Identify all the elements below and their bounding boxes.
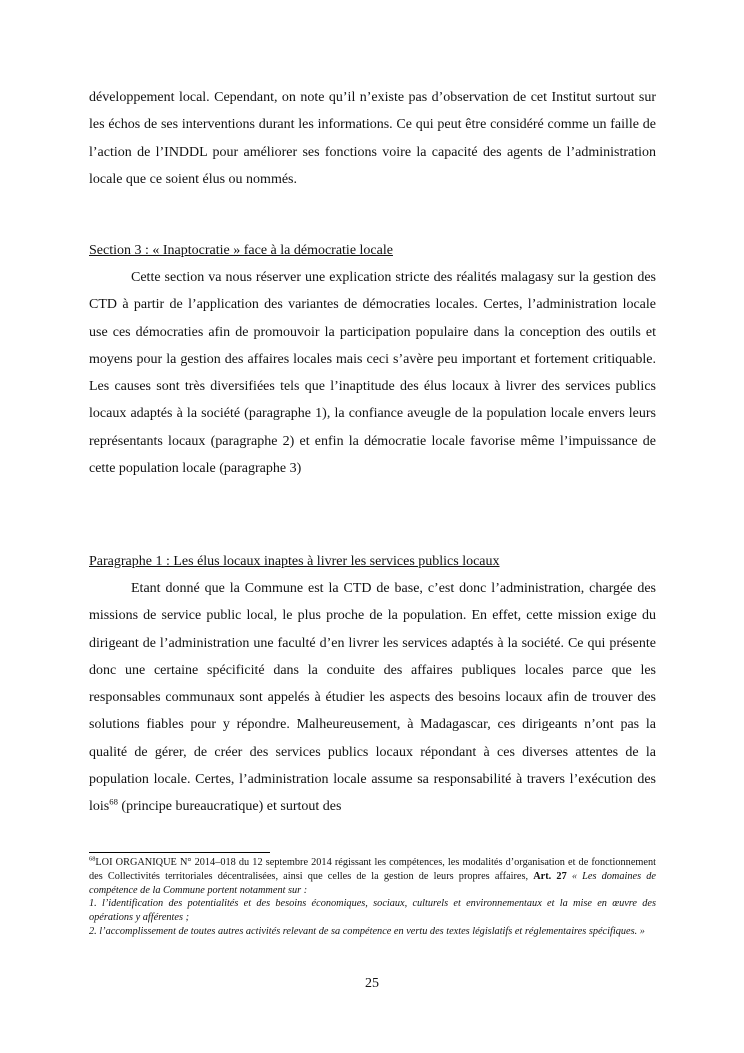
page-number: 25 (365, 976, 379, 991)
paragraph-intro: développement local. Cependant, on note qu’il n’existe pas d’observation de cet Institut surtout sur les échos de ses interventions durant les informations. Ce qui peut être considéré comme un faille de l’action de l’INDDL pour améliorer ses fonctions voire la capacité des agents de l’administration locale que ce soient élus ou nommés. (89, 90, 656, 187)
paragraph-section-3: Cette section va nous réserver une explication stricte des réalités malagasy sur la gestion des CTD à partir de l’application des variantes de démocraties locales. Certes, l’administration locale use ces démocraties afin de promouvoir la participation populaire dans la conception des outils et moyens pour la gestion des affaires locales mais ceci s’avère peu important et fortement critiquable. Les causes sont très diversifiées tels que l’inaptitude des élus locaux à livrer des services publics locaux adaptés à la société (paragraphe 1), la confiance aveugle de la population locale envers leurs représentants locaux (paragraphe 2) et enfin la démocratie locale favorise même l’impuissance de cette population locale (paragraphe 3) (89, 270, 656, 477)
paragraph-text: Etant donné que la Commune est la CTD de base, c’est donc l’administration, chargée des missions de service public local, le plus proche de la population. En effet, cette mission exige du dirigeant de l’administration une faculté d’en livrer les services adaptés à la société. Ce qui présente donc une certaine spécificité dans la conduite des affaires publiques locales parce que les responsables communaux sont appelés à étudier les aspects des besoins locaux afin de trouver des solutions fiables pour y répondre. Malheureusement, à Madagascar, ces dirigeants n’ont pas la qualité de gérer, de créer des services publics locaux répondant à ces diverses attentes de la population locale. Certes, l’administration locale assume sa responsabilité à travers l’exécution des lois (89, 581, 656, 815)
paragraphe-1-heading: Paragraphe 1 : Les élus locaux inaptes à livrer les services publics locaux (89, 554, 500, 569)
footnote-text: LOI ORGANIQUE N° 2014–018 du 12 septembre 2014 régissant les compétences, les modalités d’organisation et de fonctionnement des Collectivités territoriales décentralisées, ainsi que celles de la gestion de leurs propres affaires, (89, 857, 656, 882)
footnote-article: Art. 27 (533, 870, 567, 882)
section-3-heading: Section 3 : « Inaptocratie » face à la démocratie locale (89, 243, 393, 258)
footnote-quote-open: « Les domaines de compétence de la Commune portent notamment sur : (89, 870, 656, 896)
footnote-separator (89, 852, 270, 853)
paragraph-paragraphe-1 (89, 575, 656, 821)
paragraph-text-continued: (principe bureaucratique) et surtout des (117, 799, 342, 815)
footnote-item-2-text: 2. l’accomplissement de toutes autres activités relevant de sa compétence en vertu des textes législatifs et réglementaires spécifiques. » (89, 925, 645, 937)
footnote (89, 856, 656, 939)
footnote-item-1 (89, 897, 656, 925)
footnote-item-1-text: 1. l’identification des potentialités et des besoins économiques, sociaux, culturels et environnementaux et la mise en œuvre des opérations y afférentes ; (89, 898, 656, 924)
footnote-number: 68 (89, 855, 96, 863)
footnote-item-2 (89, 925, 656, 939)
footnote-body (89, 856, 656, 897)
footnote-reference: 68 (109, 796, 118, 807)
